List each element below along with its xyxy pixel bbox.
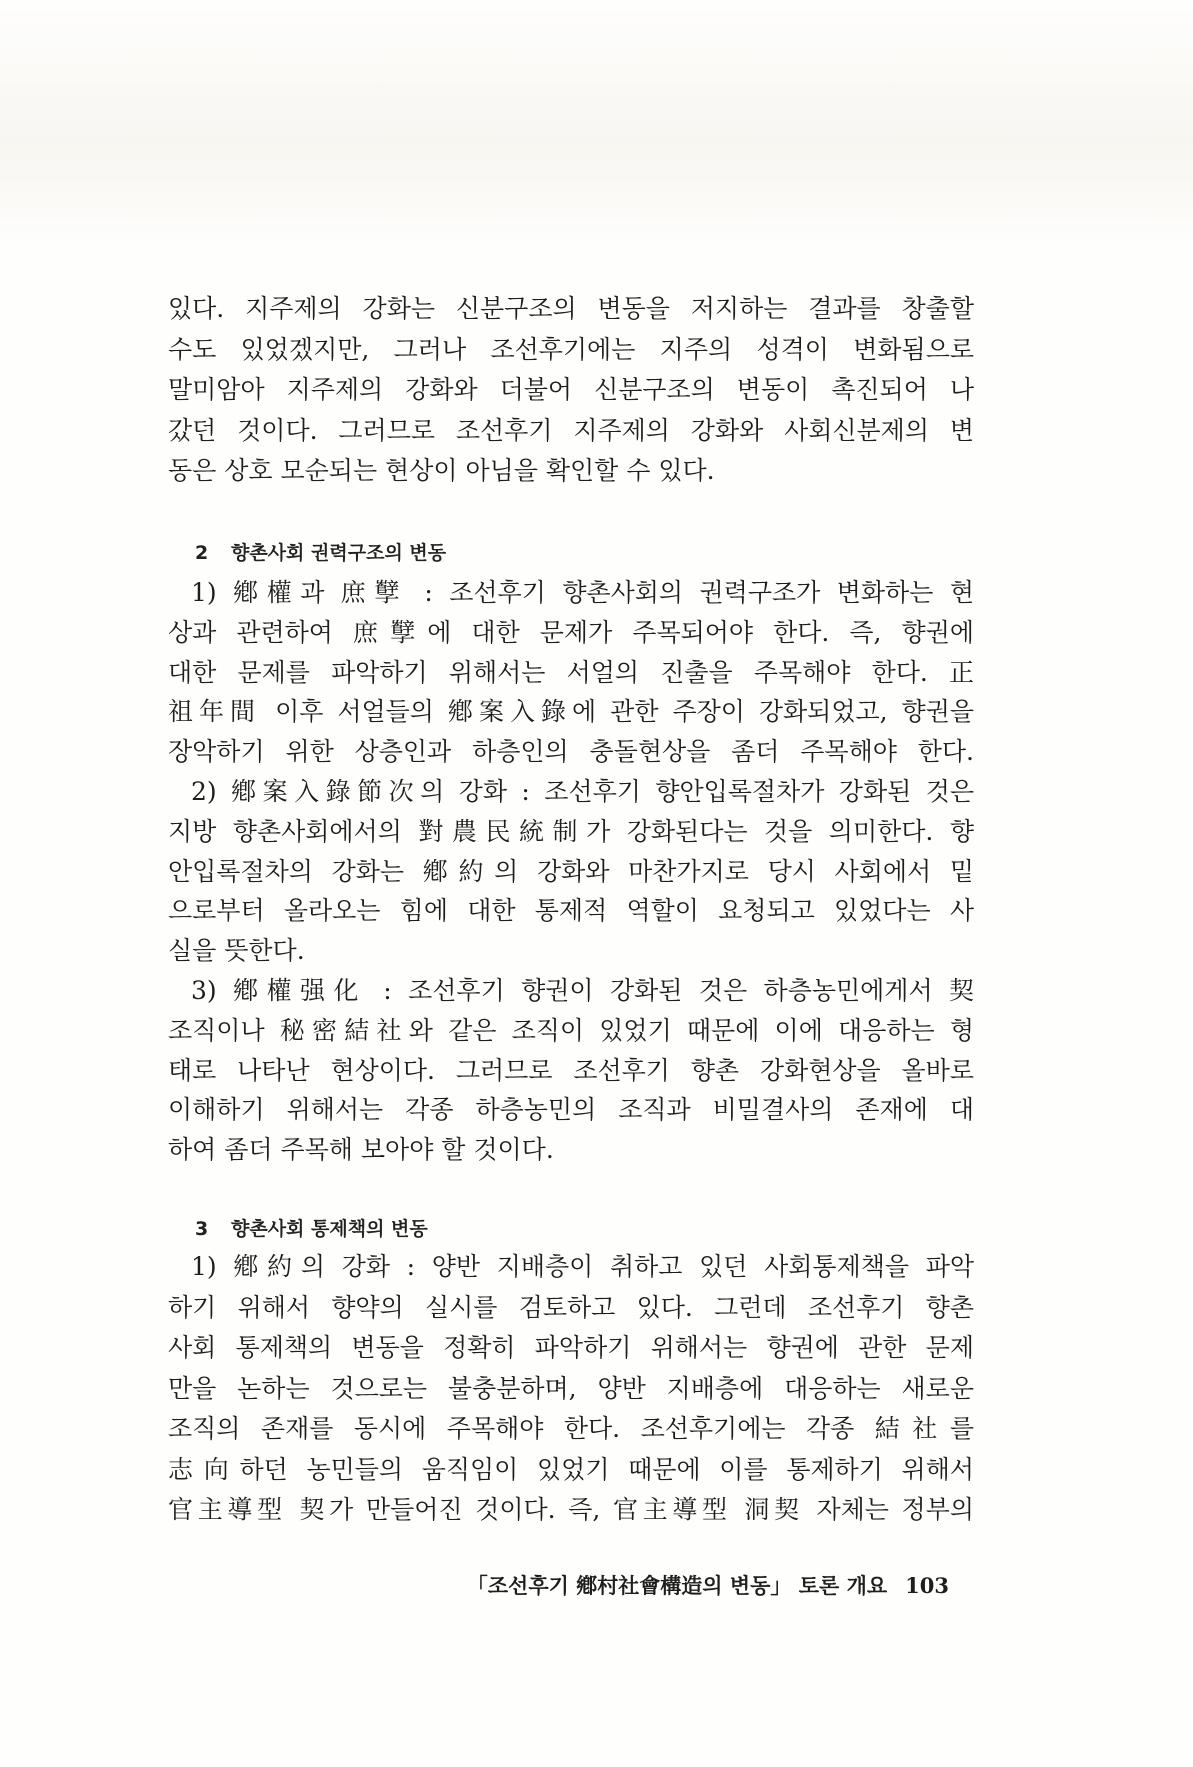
section-body <box>168 573 974 1170</box>
text-line: 으로부터 올라오는 힘에 대한 통제적 역할이 요청되고 있었다는 사 <box>168 896 974 926</box>
numbered-item <box>168 573 974 772</box>
text-line: 갔던 것이다. 그러므로 조선후기 지주제의 강화와 사회신분제의 변 <box>168 415 974 445</box>
text-line: 이해하기 위해서는 각종 하층농민의 조직과 비밀결사의 존재에 대 <box>168 1095 974 1125</box>
text-line: 사회 통제책의 변동을 정확히 파악하기 위해서는 향권에 관한 문제 <box>168 1333 974 1362</box>
intro-paragraph <box>168 289 974 492</box>
section-heading <box>195 1215 428 1243</box>
text-line: 장악하기 위한 상층인과 하층인의 충돌현상을 좀더 주목해야 한다. <box>168 737 974 767</box>
numbered-item <box>168 772 974 971</box>
section-number: 2 <box>195 542 209 564</box>
text-line: 만을 논하는 것으로는 불충분하며, 양반 지배층에 대응하는 새로운 <box>168 1373 974 1403</box>
text-line: 1) 鄕權과 庶孼 : 조선후기 향촌사회의 권력구조가 변화하는 현 <box>191 578 974 607</box>
text-line: 동은 상호 모순되는 현상이 아님을 확인할 수 있다. <box>168 456 715 485</box>
text-line: 志向하던 농민들의 움직임이 있었기 때문에 이를 통제하기 위해서 <box>168 1454 974 1484</box>
page-footer <box>467 1569 949 1603</box>
page-number: 103 <box>905 1573 949 1598</box>
text-line: 1) 鄕約의 강화 : 양반 지배층이 취하고 있던 사회통제책을 파악 <box>191 1252 974 1281</box>
text-line: 상과 관련하여 庶孼에 대한 문제가 주목되어야 한다. 즉, 향권에 <box>168 617 974 647</box>
text-line: 실을 뜻한다. <box>168 936 305 966</box>
text-line: 하여 좀더 주목해 보아야 할 것이다. <box>168 1135 554 1165</box>
section-body <box>168 1247 974 1531</box>
text-line: 2) 鄕案入錄節次의 강화 : 조선후기 향안입록절차가 강화된 것은 <box>191 776 974 806</box>
text-line: 태로 나타난 현상이다. 그러므로 조선후기 향촌 강화현상을 올바로 <box>168 1055 974 1085</box>
text-line: 祖年間 이후 서얼들의 鄕案入錄에 관한 주장이 강화되었고, 향권을 <box>168 697 974 727</box>
numbered-item <box>168 1247 974 1531</box>
text-line: 대한 문제를 파악하기 위해서는 서얼의 진출을 주목해야 한다. 正 <box>168 657 974 687</box>
text-line: 官主導型 契가 만들어진 것이다. 즉, 官主導型 洞契 자체는 정부의 <box>168 1495 974 1524</box>
text-line: 조직이나 秘密結社와 같은 조직이 있었기 때문에 이에 대응하는 형 <box>168 1015 974 1045</box>
text-line: 3) 鄕權强化 : 조선후기 향권이 강화된 것은 하층농민에게서 契 <box>191 975 974 1005</box>
running-title: 「조선후기 鄕村社會構造의 변동」 토론 개요 <box>466 1573 888 1598</box>
section-title: 향촌사회 통제책의 변동 <box>231 1218 428 1240</box>
text-line: 지방 향촌사회에서의 對農民統制가 강화된다는 것을 의미한다. 향 <box>168 816 974 846</box>
text-line: 조직의 존재를 동시에 주목해야 한다. 조선후기에는 각종 結社를 <box>168 1414 974 1443</box>
section-number: 3 <box>195 1218 209 1240</box>
section-title: 향촌사회 권력구조의 변동 <box>231 542 447 564</box>
text-line: 있다. 지주제의 강화는 신분구조의 변동을 저지하는 결과를 창출할 <box>168 294 974 323</box>
text-line: 안입록절차의 강화는 鄕約의 강화와 마찬가지로 당시 사회에서 밑 <box>168 856 974 886</box>
text-line: 말미암아 지주제의 강화와 더불어 신분구조의 변동이 촉진되어 나 <box>168 375 974 404</box>
section-heading <box>195 539 446 567</box>
text-line: 하기 위해서 향약의 실시를 검토하고 있다. 그런데 조선후기 향촌 <box>168 1292 974 1322</box>
numbered-item <box>168 971 974 1170</box>
text-line: 수도 있었겠지만, 그러나 조선후기에는 지주의 성격이 변화됨으로 <box>168 334 974 364</box>
